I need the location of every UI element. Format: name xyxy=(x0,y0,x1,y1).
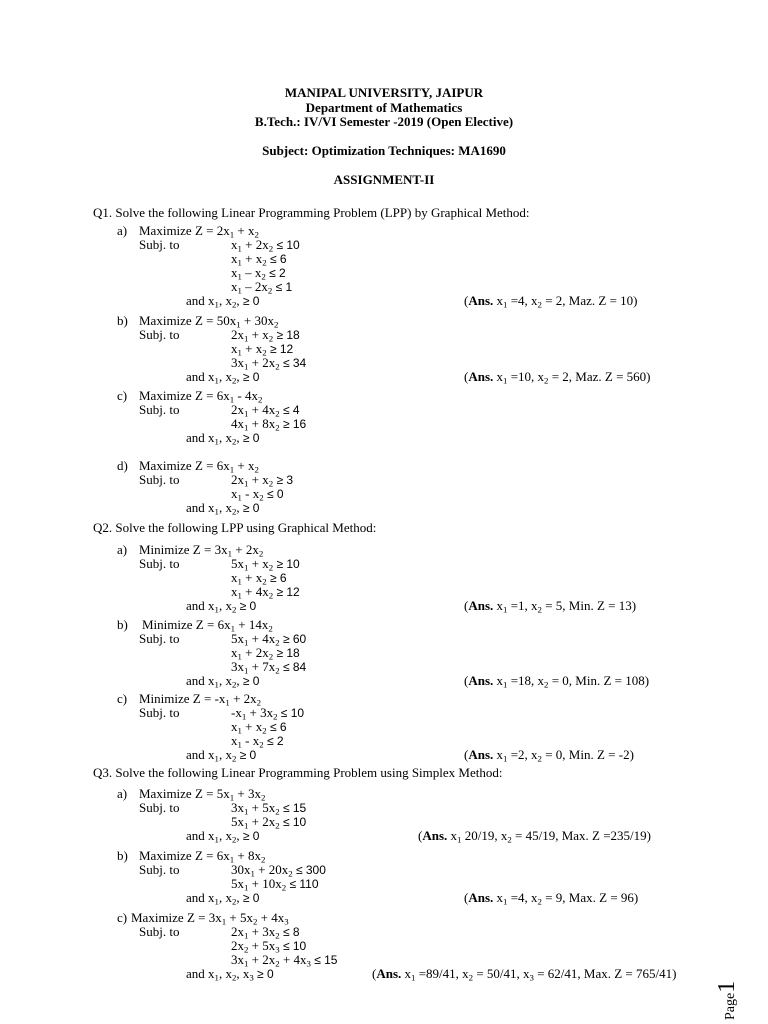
constraint: $x_1 - x_2 \le 2$ xyxy=(231,733,284,750)
constraint: $-x_1 + 3x_2 \le 10$ xyxy=(231,705,305,722)
problem-label: c) xyxy=(117,388,128,403)
problem-label: c) xyxy=(117,910,128,925)
constraint: $x_1 - x_2 \le 0$ xyxy=(231,486,284,503)
non-negativity-condition: and $x_1$, $x_2$, $x_3 \ge 0$ xyxy=(186,966,274,983)
objective-function: Minimize $Z = 3x_1 + 2x_2$ xyxy=(139,542,264,559)
non-negativity-condition: and $x_1$, $x_2$, ≥ 0 xyxy=(186,369,260,386)
subject-to-label: Subj. to xyxy=(139,862,180,877)
constraint: $2x_2 + 5x_3 \le 10$ xyxy=(231,938,307,955)
answer: (Ans. $x_1 =89/41$, $x_2 = 50/41$, $x_3 = 62/41$, Max. Z = 765/41) xyxy=(372,966,677,983)
answer: (Ans. $x_1 =18$, $x_2 = 0$, Min. Z = 108) xyxy=(464,673,650,690)
constraint: $30x_1 + 20x_2 \le 300$ xyxy=(231,862,326,879)
non-negativity-condition: and $x_1$, $x_2$, ≥ 0 xyxy=(186,890,260,907)
constraint: $x_1 + 2x_2 \le 10$ xyxy=(231,237,300,254)
constraint: $x_1 - 2x_2 \le 1$ xyxy=(231,279,293,296)
objective-function: Maximize $Z = 2x_1 + x_2$ xyxy=(139,223,259,240)
problem xyxy=(0,459,768,515)
non-negativity-condition: and $x_1$, $x_2$, ≥ 0 xyxy=(186,500,260,517)
constraint: $2x_1 + x_2 \ge 18$ xyxy=(231,327,300,344)
problem-label: d) xyxy=(117,458,128,473)
non-negativity-condition: and $x_1$, $x_2$, ≥ 0 xyxy=(186,828,260,845)
university-name: MANIPAL UNIVERSITY, JAIPUR xyxy=(284,85,484,100)
problem-label: c) xyxy=(117,691,128,706)
objective-function: Minimize $Z = 6x_1 + 14x_2$ xyxy=(142,617,273,634)
question-heading: Q3. Solve the following Linear Programming Problem using Simplex Method: xyxy=(93,765,503,780)
constraint: $x_1 - x_2 \le 2$ xyxy=(231,265,286,282)
answer: (Ans. $x_1 =10$, $x_2 = 2$, Maz. Z = 560) xyxy=(464,369,651,386)
constraint: $3x_1 + 7x_2 \le 84$ xyxy=(231,659,307,676)
answer: (Ans. $x_1 =2$, $x_2 = 0$, Min. Z = -2) xyxy=(464,747,634,764)
problem-label: a) xyxy=(117,786,128,801)
non-negativity-condition: and $x_1$, $x_2$, ≥ 0 xyxy=(186,430,260,447)
constraint: $x_1 + x_2 \le 6$ xyxy=(231,251,287,268)
answer: (Ans. $x_1 =4$, $x_2 = 9$, Max. Z = 96) xyxy=(464,890,639,907)
answer: (Ans. $x_1 =1$, $x_2 = 5$, Min. Z = 13) xyxy=(464,598,637,615)
non-negativity-condition: and $x_1$, $x_2 \ge 0$ xyxy=(186,747,257,764)
problem xyxy=(0,692,768,762)
problem xyxy=(0,314,768,384)
constraint: $5x_1 + 10x_2 \le 110$ xyxy=(231,876,319,893)
constraint: $x_1 + 4x_2 \ge 12$ xyxy=(231,584,300,601)
constraint: $3x_1 + 2x_2 \le 34$ xyxy=(231,355,307,372)
problem xyxy=(0,849,768,905)
subject-to-label: Subj. to xyxy=(139,402,180,417)
problem xyxy=(0,224,768,308)
problem xyxy=(0,618,768,688)
subject-to-label: Subj. to xyxy=(139,556,180,571)
subject-to-label: Subj. to xyxy=(139,924,180,939)
subject-to-label: Subj. to xyxy=(139,472,180,487)
problem xyxy=(0,911,768,981)
constraint: $3x_1 + 2x_2 + 4x_3 \le 15$ xyxy=(231,952,338,969)
constraint: $x_1 + x_2 \ge 12$ xyxy=(231,341,294,358)
objective-function: Maximize $Z = 50x_1 + 30x_2$ xyxy=(139,313,279,330)
constraint: $2x_1 + 3x_2 \le 8$ xyxy=(231,924,300,941)
page-label: Page xyxy=(723,992,738,1020)
constraint: $3x_1 + 5x_2 \le 15$ xyxy=(231,800,307,817)
assignment-title: ASSIGNMENT-II xyxy=(333,172,435,187)
non-negativity-condition: and $x_1$, $x_2 \ge 0$ xyxy=(186,598,257,615)
page-number: 1 xyxy=(714,980,740,993)
objective-function: Maximize $Z = 6x_1 - 4x_2$ xyxy=(139,388,263,405)
problem-label: b) xyxy=(117,313,128,328)
program-line: B.Tech.: IV/VI Semester -2019 (Open Elective) xyxy=(254,114,514,129)
objective-function: Maximize $Z = 6x_1 + 8x_2$ xyxy=(139,848,266,865)
problem xyxy=(0,543,768,613)
subject-to-label: Subj. to xyxy=(139,327,180,342)
question-heading: Q1. Solve the following Linear Programming Problem (LPP) by Graphical Method: xyxy=(93,205,530,220)
constraint: $5x_1 + x_2 \ge 10$ xyxy=(231,556,300,573)
subject-to-label: Subj. to xyxy=(139,800,180,815)
subject-to-label: Subj. to xyxy=(139,705,180,720)
non-negativity-condition: and $x_1$, $x_2$, ≥ 0 xyxy=(186,293,260,310)
objective-function: Minimize $Z = -x_1 + 2x_2$ xyxy=(139,691,262,708)
subject-to-label: Subj. to xyxy=(139,237,180,252)
non-negativity-condition: and $x_1$, $x_2$, ≥ 0 xyxy=(186,673,260,690)
constraint: $4x_1 + 8x_2 \ge 16$ xyxy=(231,416,307,433)
page-number-footer xyxy=(714,981,740,1020)
problem-label: b) xyxy=(117,848,128,863)
subject-line: Subject: Optimization Techniques: MA1690 xyxy=(262,143,506,158)
constraint: $x_1 + 2x_2 \ge 18$ xyxy=(231,645,300,662)
problem-label: a) xyxy=(117,223,128,238)
answer: (Ans. $x_1 =4$, $x_2 = 2$, Maz. Z = 10) xyxy=(464,293,638,310)
question-heading: Q2. Solve the following LPP using Graphical Method: xyxy=(93,520,377,535)
objective-function: Maximize $Z = 5x_1 + 3x_2$ xyxy=(139,786,266,803)
constraint: $5x_1 + 2x_2 \le 10$ xyxy=(231,814,307,831)
problem-label: b) xyxy=(117,617,128,632)
subject-to-label: Subj. to xyxy=(139,631,180,646)
objective-function: Maximize $Z = 3x_1 + 5x_2 + 4x_3$ xyxy=(131,910,289,927)
constraint: $5x_1 + 4x_2 \ge 60$ xyxy=(231,631,307,648)
problem xyxy=(0,787,768,843)
constraint: $2x_1 + x_2 \ge 3$ xyxy=(231,472,294,489)
constraint: $2x_1 + 4x_2 \le 4$ xyxy=(231,402,300,419)
constraint: $x_1 + x_2 \ge 6$ xyxy=(231,570,287,587)
constraint: $x_1 + x_2 \le 6$ xyxy=(231,719,287,736)
objective-function: Maximize $Z = 6x_1 + x_2$ xyxy=(139,458,259,475)
problem xyxy=(0,389,768,445)
answer: (Ans. $x_1$ 20/19, $x_2 = 45/19$, Max. Z =235/19) xyxy=(418,828,651,845)
problem-label: a) xyxy=(117,542,128,557)
department-name: Department of Mathematics xyxy=(305,100,463,115)
